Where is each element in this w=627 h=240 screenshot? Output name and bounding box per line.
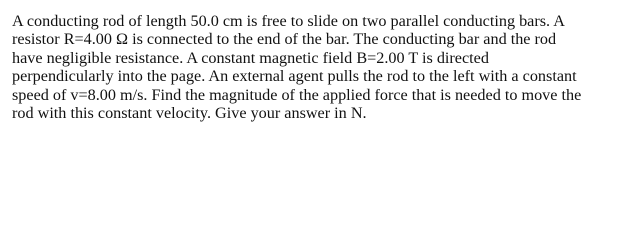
- question-line-5: speed of v=8.00 m/s. Find the magnitude of the applied force that is needed to move the: [12, 85, 582, 104]
- question-line-6: rod with this constant velocity. Give your answer in N.: [12, 103, 367, 122]
- question-line-2: resistor R=4.00 Ω is connected to the end of the bar. The conducting bar and the rod: [12, 30, 557, 49]
- question-line-1: A conducting rod of length 50.0 cm is free to slide on two parallel conducting bars. A: [12, 12, 565, 30]
- question-text: [12, 12, 617, 122]
- question-line-4: perpendicularly into the page. An external agent pulls the rod to the left with a constant: [12, 67, 577, 86]
- question-line-3: have negligible resistance. A constant magnetic field B=2.00 T is directed: [12, 48, 489, 67]
